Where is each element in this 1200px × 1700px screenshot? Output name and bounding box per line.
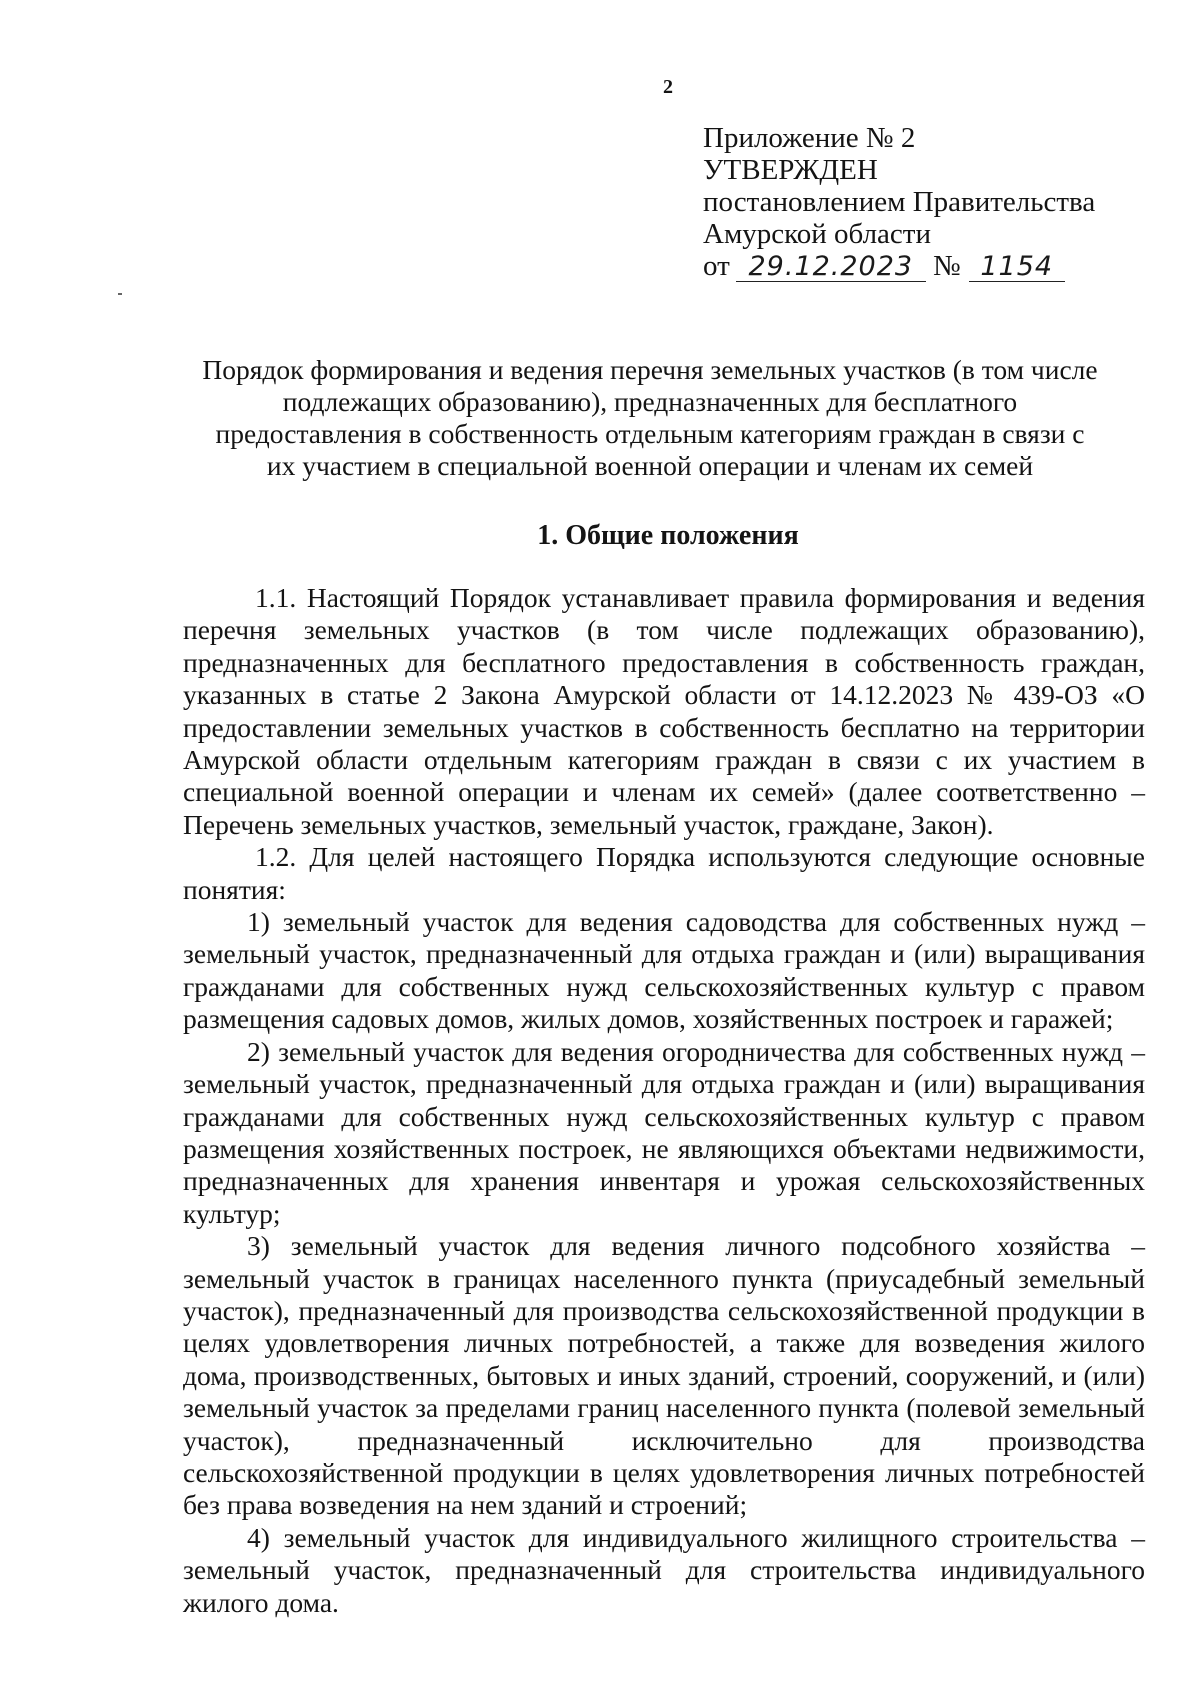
approved-by-line-1: постановлением Правительства bbox=[703, 186, 1096, 218]
scan-mark bbox=[118, 293, 122, 295]
date-number-line bbox=[703, 250, 1095, 282]
handwritten-date: 29.12.2023 bbox=[736, 253, 926, 282]
approved-by-line-2: Амурской области bbox=[703, 218, 931, 250]
document-title: Порядок формирования и ведения перечня земельных участков (в том числе подлежащих образованию), предназначенных для бесплатного предоставления в собственность отдельным категориям граждан в связи с их участием в специальной военной операции и членам их семей bbox=[202, 354, 1098, 481]
approval-block bbox=[703, 122, 1095, 282]
handwritten-number: 1154 bbox=[969, 253, 1065, 282]
definition-4: 4) земельный участок для индивидуального жилищного строительства – земельный участок, предназначенный для строительства индивидуального жилого дома. bbox=[183, 1521, 1145, 1618]
paragraph-1-1: 1.1. Настоящий Порядок устанавливает правила формирования и ведения перечня земельных участков (в том числе подлежащих образованию), предназначенных для бесплатного предоставления в собственность граждан, указанных в статье 2 Закона Амурской области от 14.12.2023 № 439-ОЗ «О предоставлении земельных участков в собственность бесплатно на территории Амурской области отдельным категориям граждан в связи с их участием в специальной военной операции и членам их семей» (далее соответственно – Перечень земельных участков, земельный участок, граждане, Закон). bbox=[183, 582, 1145, 840]
document-body bbox=[183, 582, 1145, 1619]
definition-2: 2) земельный участок для ведения огородничества для собственных нужд – земельный участок, предназначенный для отдыха граждан и (или) выращивания гражданами для собственных нужд сельскохозяйственных культур с правом размещения хозяйственных построек, не являющихся объектами недвижимости, предназначенных для хранения инвентаря и урожая сельскохозяйственных культур; bbox=[183, 1035, 1145, 1229]
definition-1: 1) земельный участок для ведения садоводства для собственных нужд – земельный участок, предназначенный для отдыха граждан и (или) выращивания гражданами для собственных нужд сельскохозяйственных культур с правом размещения садовых домов, жилых домов, хозяйственных построек и гаражей; bbox=[183, 906, 1145, 1035]
approved-label: УТВЕРЖДЕН bbox=[703, 154, 878, 186]
date-prefix: от bbox=[703, 250, 730, 282]
number-sign: № bbox=[933, 250, 961, 282]
paragraph-1-2: 1.2. Для целей настоящего Порядка используются следующие основные понятия: bbox=[183, 841, 1145, 905]
definition-3: 3) земельный участок для ведения личного подсобного хозяйства – земельный участок в границах населенного пункта (приусадебный земельный участок), предназначенный для производства сельскохозяйственной продукции в целях удовлетворения личных потребностей, а также для возведения жилого дома, производственных, бытовых и иных зданий, строений, сооружений, и (или) земельный участок за пределами границ населенного пункта (полевой земельный участок), предназначенный исключительно для производства сельскохозяйственной продукции в целях удовлетворения личных потребностей без права возведения на нем зданий и строений; bbox=[183, 1230, 1145, 1521]
page-number: 2 bbox=[663, 76, 673, 98]
section-heading: 1. Общие положения bbox=[537, 520, 799, 551]
appendix-label: Приложение № 2 bbox=[703, 122, 916, 154]
